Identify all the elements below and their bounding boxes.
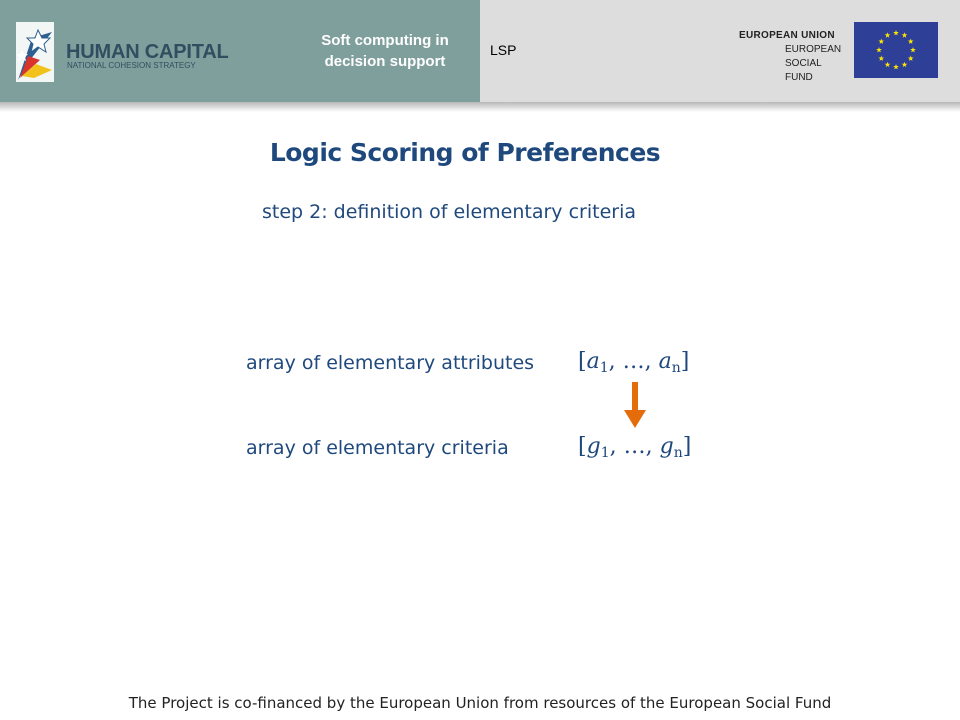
header-shadow xyxy=(0,102,960,112)
eu-label-line3: SOCIAL FUND xyxy=(785,58,822,83)
eu-label-line1: EUROPEAN UNION xyxy=(739,30,835,41)
human-capital-title: HUMAN CAPITAL xyxy=(66,41,229,63)
eu-flag-icon xyxy=(854,22,938,78)
down-arrow-icon xyxy=(624,382,646,428)
eu-label xyxy=(739,29,845,85)
slide-subtitle: step 2: definition of elementary criteria xyxy=(262,201,636,223)
criteria-symbol-first: g xyxy=(586,434,601,459)
criteria-array: [$g_1$, …, $g_n$] xyxy=(578,434,692,461)
human-capital-subtitle: NATIONAL COHESION STRATEGY xyxy=(67,61,196,70)
course-name-line1: Soft computing in xyxy=(321,32,449,49)
criteria-label: array of elementary criteria xyxy=(246,437,509,459)
attributes-label: array of elementary attributes xyxy=(246,352,535,374)
eu-label-line2: EUROPEAN xyxy=(785,44,842,55)
attribute-index-first: 1 xyxy=(599,360,609,376)
course-name-line2: decision support xyxy=(324,53,446,70)
footer-note: The Project is co-financed by the European Union from resources of the European Social Fund xyxy=(128,694,832,712)
criteria-index-last: n xyxy=(673,445,683,461)
attributes-array: [$a_1$, …, $a_n$] xyxy=(578,349,690,376)
criteria-symbol-last: g xyxy=(659,434,674,459)
attribute-ellipsis: … xyxy=(622,349,645,374)
criteria-ellipsis: … xyxy=(623,434,646,459)
topic-label: LSP xyxy=(490,42,517,58)
course-name xyxy=(296,30,474,72)
attribute-symbol-first: a xyxy=(586,349,600,374)
slide-title: Logic Scoring of Preferences xyxy=(269,138,661,167)
criteria-index-first: 1 xyxy=(600,445,610,461)
attribute-index-last: n xyxy=(671,360,681,376)
attribute-symbol-last: a xyxy=(658,349,672,374)
